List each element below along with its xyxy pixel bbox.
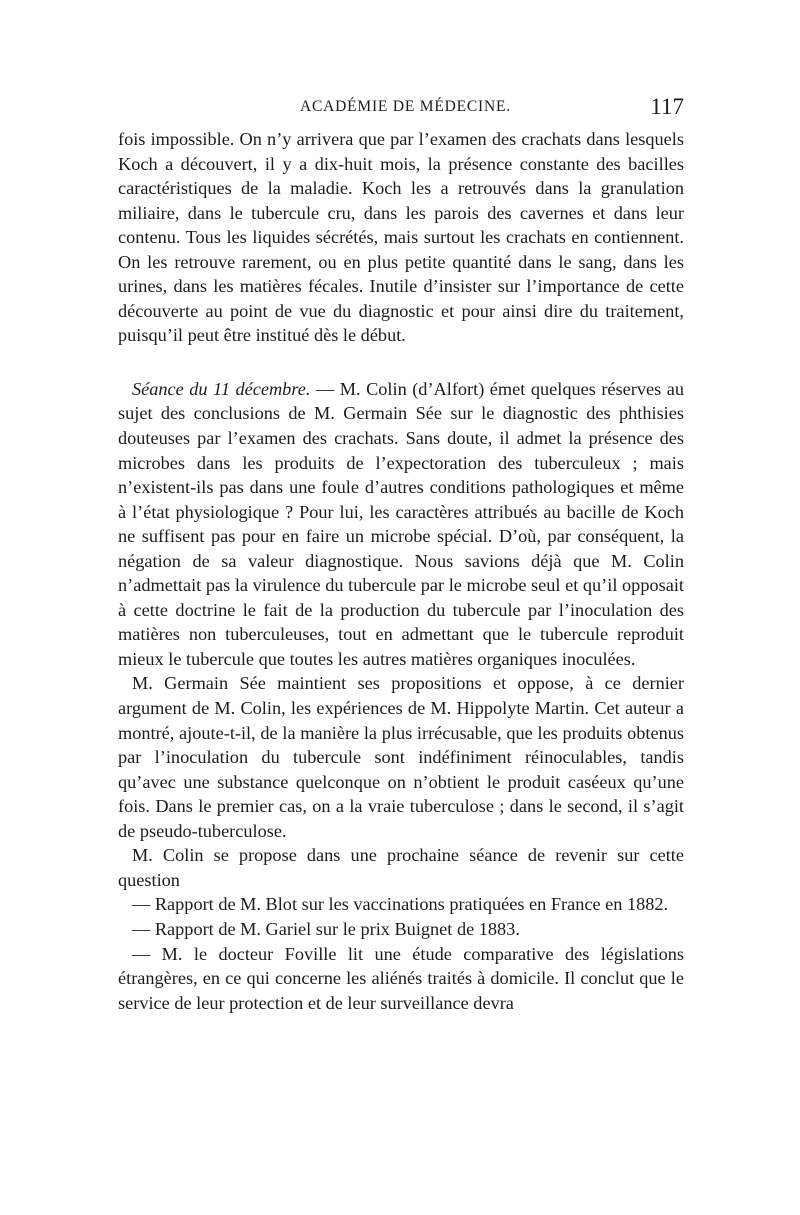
paragraph-diagnosis-continued — [118, 127, 684, 348]
body-text — [118, 127, 684, 1015]
paragraph-seance-colin — [118, 377, 684, 672]
paragraph-text: — M. le docteur Foville lit une étude comparative des législations étrangères, en ce qui concerne les aliénés traités à domicile. Il conclut que le service de leur protection et de leur surveillance devra — [118, 943, 684, 1013]
paragraph-text: fois impossible. On n’y arrivera que par l’examen des crachats dans lesquels Koch a découvert, il y a dix-huit mois, la présence constante des bacilles caractéristiques de la maladie. Koch les a retrouvés dans la granulation miliaire, dans le tubercule cru, dans les parois des cavernes et dans leur contenu. Tous les liquides sécrétés, mais surtout les crachats en contiennent. On les retrouve rarement, ou en plus petite quantité dans le sang, dans les urines, dans les matières fécales. Inutile d’insister sur l’importance de cette découverte au point de vue du diagnostic et pour ainsi dire du traitement, puisqu’il peut être institué dès le début. — [118, 129, 684, 346]
paragraph-colin-proposal — [118, 843, 684, 892]
running-title: ACADÉMIE DE MÉDECINE. — [300, 98, 511, 115]
paragraph-text: — Rapport de M. Gariel sur le prix Buignet de 1883. — [132, 918, 520, 939]
paragraph-text: M. Germain Sée maintient ses propositions et oppose, à ce dernier argument de M. Colin, les expériences de M. Hippolyte Martin. Cet auteur a montré, ajoute-t-il, de la manière la plus irrécusable, que les produits obtenus par l’inoculation du tubercule sont indéfiniment réinoculables, tandis qu’avec une substance quelconque on n’obtient le produit caséeux qu’une fois. Dans le premier cas, on a la vraie tuberculose ; dans le second, il s’agit de pseudo-tuberculose. — [118, 673, 684, 841]
paragraph-germain-see-reply — [118, 671, 684, 843]
paragraph-text: M. Colin se propose dans une prochaine séance de revenir sur cette question — [118, 845, 684, 890]
paragraph-rapport-gariel — [118, 917, 684, 942]
paragraph-rapport-blot — [118, 892, 684, 917]
paragraph-text: — Rapport de M. Blot sur les vaccinations pratiquées en France en 1882. — [132, 894, 669, 915]
paragraph-foville-study — [118, 942, 684, 1016]
session-label: Séance du 11 décembre. — [132, 378, 311, 399]
paragraph-text: — M. Colin (d’Alfort) émet quelques réserves au sujet des conclusions de M. Germain Sée sur le diagnostic des phthisies douteuses par l’examen des crachats. Sans doute, il admet la présence des microbes dans les produits de l’expectoration des tuberculeux ; mais n’existent-ils pas dans une foule d’autres conditions pathologiques et même à l’état physiologique ? Pour lui, les caractères attribués au bacille de Koch ne suffisent pas pour en faire un microbe spécial. D’où, par conséquent, la négation de sa valeur diagnostique. Nous savions déjà que M. Colin n’admettait pas la virulence du tubercule par le microbe seul et qu’il opposait à cette doctrine le fait de la production du tubercule par l’inoculation des matières non tuberculeuses, tout en admettant que le tubercule reproduit mieux le tubercule que toutes les autres matières organiques inoculées. — [118, 378, 684, 669]
page-number: 117 — [650, 94, 684, 119]
running-head — [118, 94, 684, 124]
